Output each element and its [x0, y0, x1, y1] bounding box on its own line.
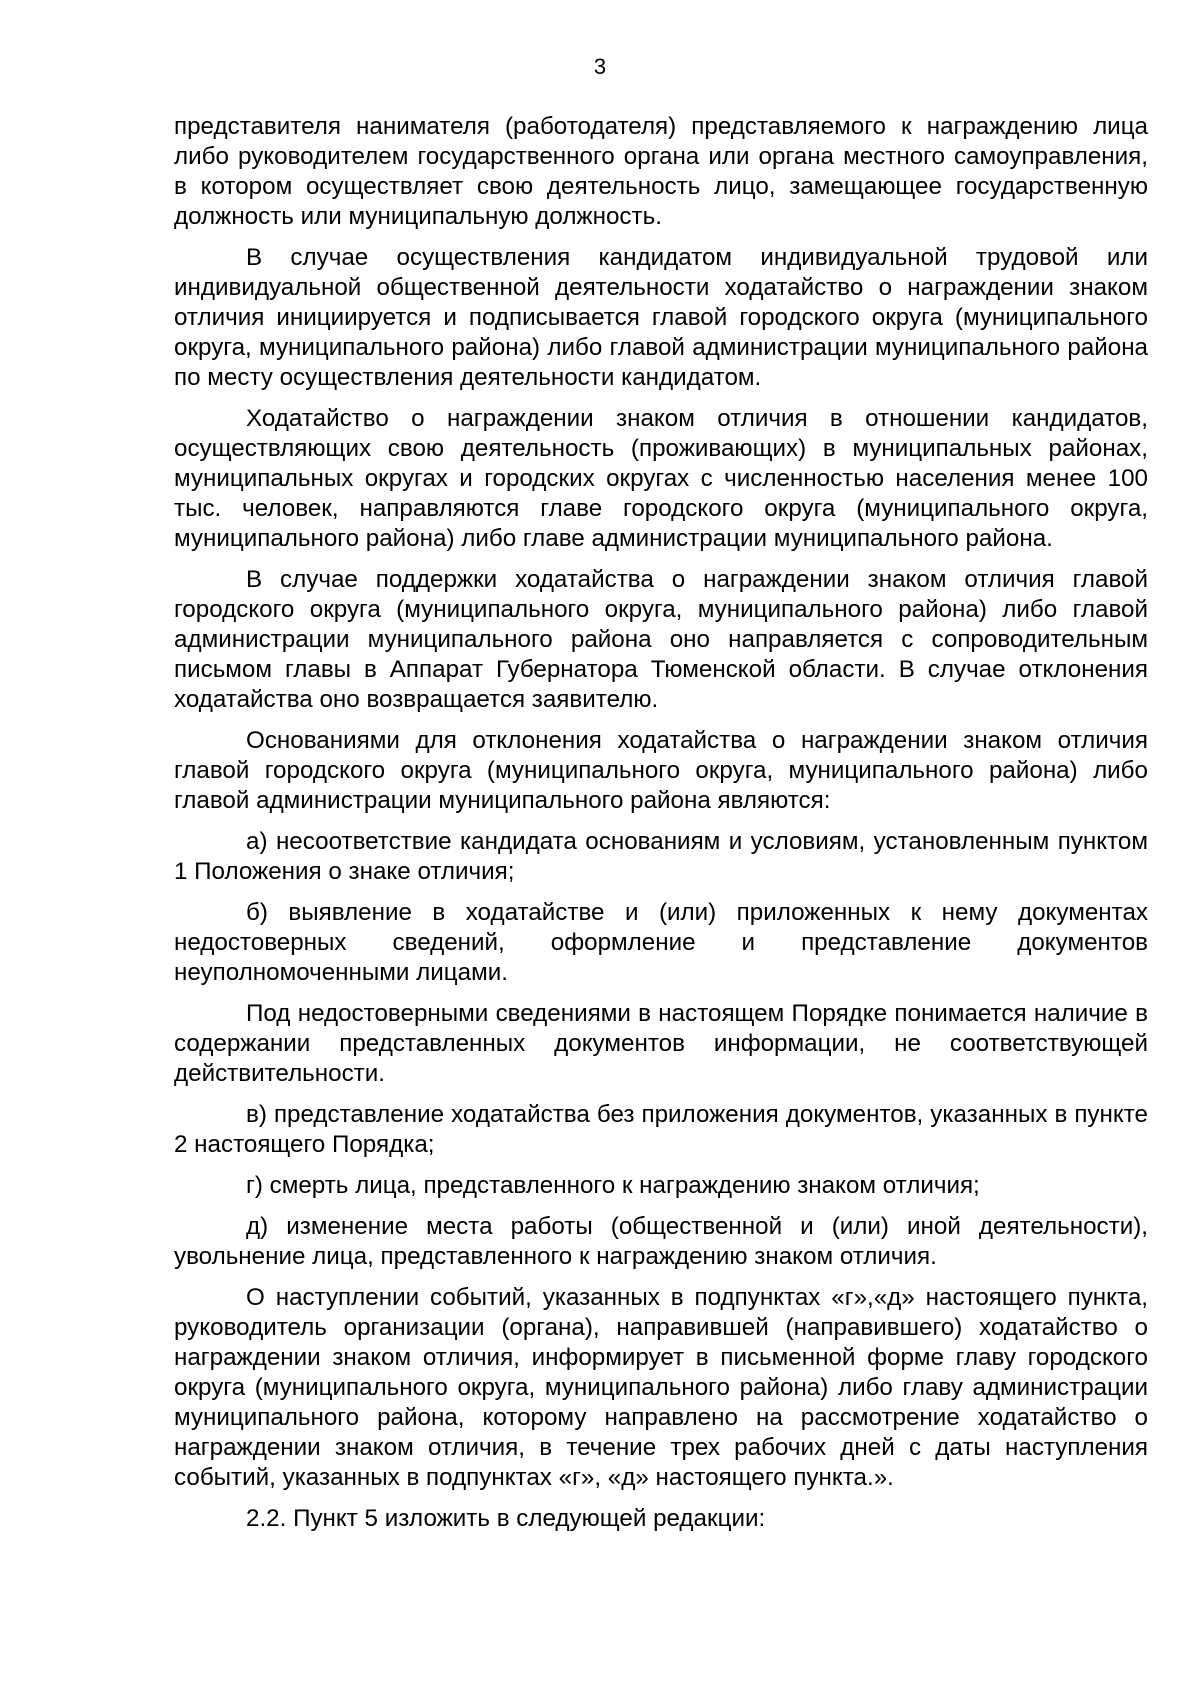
paragraph-unreliable-info: Под недостоверными сведениями в настоящем Порядке понимается наличие в содержании представленных документов информации, не соответствующей действительности. [174, 1000, 1148, 1087]
paragraph-clause-2-2: 2.2. Пункт 5 изложить в следующей редакции: [246, 1505, 766, 1532]
paragraph-individual-activity: В случае осуществления кандидатом индивидуальной трудовой или индивидуальной общественной деятельности ходатайство о награждении знаком отличия инициируется и подписывается главой городского округа (муниципального округа, муниципального района) либо главой администрации муниципального района по месту осуществления деятельности кандидатом. [174, 244, 1148, 391]
list-item-a: а) несоответствие кандидата основаниям и условиям, установленным пунктом 1 Положения о знаке отличия; [174, 828, 1148, 885]
document-body [174, 112, 1148, 1545]
paragraph-petition-routing: Ходатайство о награждении знаком отличия в отношении кандидатов, осуществляющих свою деятельность (проживающих) в муниципальных районах, муниципальных округах и городских округах с численностью населения менее 100 тыс. человек, направляются главе городского округа (муниципального округа, муниципального района) либо главе администрации муниципального района. [174, 405, 1148, 552]
paragraph-rejection-grounds: Основаниями для отклонения ходатайства о награждении знаком отличия главой городского округа (муниципального округа, муниципального района) либо главой администрации муниципального района являются: [174, 727, 1148, 814]
list-item-v: в) представление ходатайства без приложения документов, указанных в пункте 2 настоящего Порядка; [174, 1101, 1148, 1158]
list-item-b: б) выявление в ходатайстве и (или) приложенных к нему документах недостоверных сведений, оформление и представление документов неуполномоченными лицами. [174, 899, 1148, 986]
list-item-d: д) изменение места работы (общественной и (или) иной деятельности), увольнение лица, представленного к награждению знаком отличия. [174, 1213, 1148, 1270]
page-number: 3 [593, 54, 607, 79]
paragraph-event-notification: О наступлении событий, указанных в подпунктах «г»,«д» настоящего пункта, руководитель организации (органа), направившей (направившего) ходатайство о награждении знаком отличия, информирует в письменной форме главу городского округа (муниципального округа, муниципального района) либо главу администрации муниципального района, которому направлено на рассмотрение ходатайство о награждении знаком отличия, в течение трех рабочих дней с даты наступления событий, указанных в подпунктах «г», «д» настоящего пункта.». [174, 1284, 1148, 1491]
paragraph-continuation: представителя нанимателя (работодателя) представляемого к награждению лица либо руководителем государственного органа или органа местного самоуправления, в котором осуществляет свою деятельность лицо, замещающее государственную должность или муниципальную должность. [174, 113, 1148, 230]
paragraph-petition-support: В случае поддержки ходатайства о награждении знаком отличия главой городского округа (муниципального округа, муниципального района) либо главой администрации муниципального района оно направляется с сопроводительным письмом главы в Аппарат Губернатора Тюменской области. В случае отклонения ходатайства оно возвращается заявителю. [174, 566, 1148, 713]
list-item-g: г) смерть лица, представленного к награждению знаком отличия; [246, 1172, 980, 1199]
